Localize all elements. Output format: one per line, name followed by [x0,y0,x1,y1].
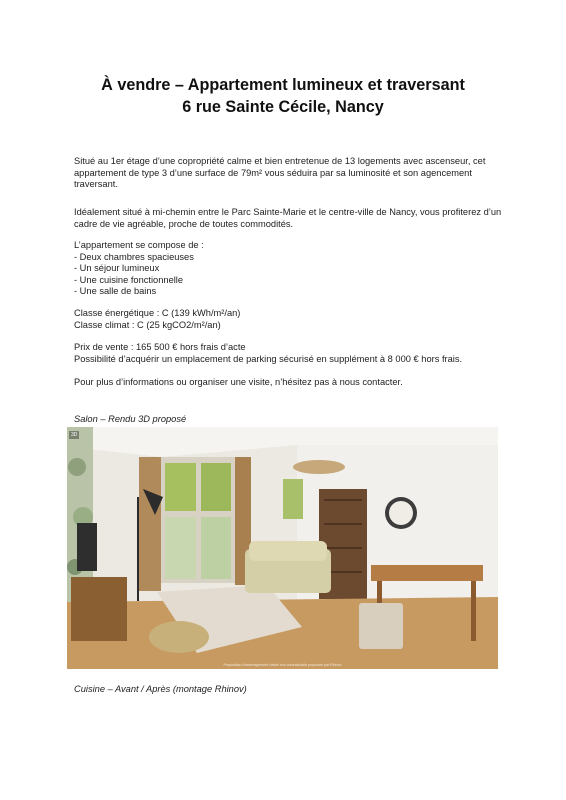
price: Prix de vente : 165 500 € hors frais d’acte [74,342,246,352]
parking-option: Possibilité d’acquérir un emplacement de parking sécurisé en supplément à 8 000 € hors frais. [74,353,463,364]
composition-list [74,240,504,298]
description-paragraph-2: Idéalement situé à mi-chemin entre le Parc Sainte-Marie et le centre-ville de Nancy, vous profiterez d’un cadre de vie agréable, proche de toutes commodités. [74,207,502,229]
contact-text: Pour plus d’informations ou organiser une visite, n’hésitez pas à nous contacter. [74,377,403,387]
list-item: - Un séjour lumineux [74,263,160,274]
cuisine-caption: Cuisine – Avant / Après (montage Rhinov) [74,684,247,694]
list-item: - Une salle de bains [74,286,157,297]
composition-intro: L’appartement se compose de : [74,240,204,250]
climate-class: Classe climat : C (25 kgCO2/m²/an) [74,319,221,330]
living-room-illustration [67,427,498,669]
contact-section [74,377,504,389]
3d-badge: 3D [71,432,78,438]
energy-class: Classe énergétique : C (139 kWh/m²/an) [74,308,241,318]
salon-render-image [67,427,498,669]
list-item: - Une cuisine fonctionnelle [74,274,184,285]
salon-caption: Salon – Rendu 3D proposé [74,414,187,424]
description-paragraph-1: Situé au 1er étage d’une copropriété calme et bien entretenue de 13 logements avec ascenseur, cet appartement de type 3 d’une surface de 79m² vous séduira par sa luminosité et son agencement traversant. [74,156,486,190]
render-disclaimer: Proposition d'aménagement virtuel non contractuelle proposée par Rhinov [223,663,342,667]
energy-section [74,308,504,331]
price-section [74,342,504,365]
page-title [0,74,566,118]
title-line-1: À vendre – Appartement lumineux et traversant [101,76,465,94]
list-item: - Deux chambres spacieuses [74,251,194,262]
title-line-2: 6 rue Sainte Cécile, Nancy [182,98,384,116]
